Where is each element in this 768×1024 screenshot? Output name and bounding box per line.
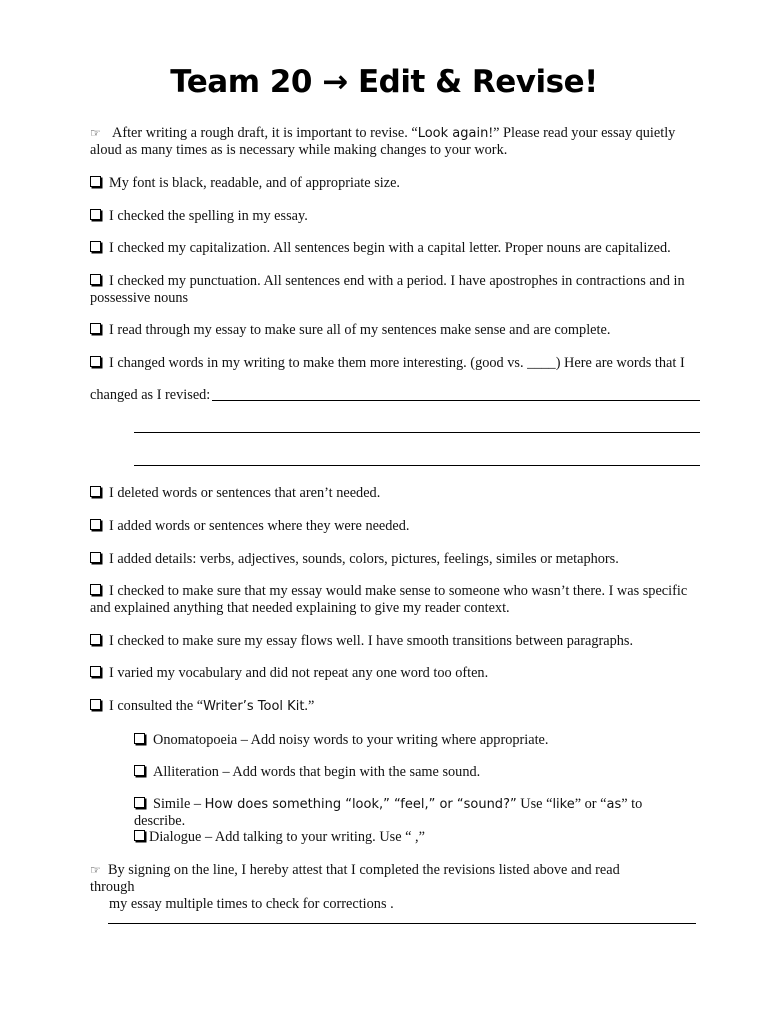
intro-look-again: Look again bbox=[417, 126, 489, 141]
checklist-label: I checked the spelling in my essay. bbox=[109, 208, 308, 224]
simile-as: as bbox=[606, 797, 622, 812]
simile-use: Use “ bbox=[516, 796, 553, 812]
checkbox-icon[interactable] bbox=[90, 552, 101, 563]
checkbox-icon[interactable] bbox=[90, 323, 101, 334]
checklist-item-sense[interactable] bbox=[90, 322, 693, 339]
pointing-hand-icon: ☞ bbox=[90, 863, 101, 877]
checklist-item-font[interactable] bbox=[90, 175, 693, 192]
checkbox-icon[interactable] bbox=[134, 797, 145, 808]
checklist-label: I read through my essay to make sure all of my sentences make sense and are complete. bbox=[109, 322, 611, 338]
simile-like: like bbox=[552, 797, 575, 812]
checklist-item-spelling[interactable] bbox=[90, 208, 693, 225]
intro-text-end: !” Please read your essay quietly aloud as many times as is necessary while making changes to your work. bbox=[90, 125, 676, 158]
checklist-item-details[interactable] bbox=[90, 551, 693, 568]
simile-question: How does something “look,” “feel,” or “sound?” bbox=[204, 797, 517, 812]
checklist-label: I changed words in my writing to make them more interesting. (good vs. ____) Here are words that I bbox=[109, 355, 685, 371]
checkbox-icon[interactable] bbox=[134, 733, 145, 744]
changed-words-label: changed as I revised: bbox=[90, 387, 211, 403]
checkbox-icon[interactable] bbox=[90, 209, 101, 220]
checkbox-icon[interactable] bbox=[90, 486, 101, 497]
checklist-item-changed-words[interactable] bbox=[90, 355, 693, 372]
checklist-item-added[interactable] bbox=[90, 518, 693, 535]
attest-line-2: my essay multiple times to check for corrections . bbox=[109, 896, 394, 912]
toolkit-text-start: I consulted the “ bbox=[109, 698, 204, 714]
toolkit-item-dialogue[interactable] bbox=[134, 829, 693, 846]
checklist-label: I checked to make sure that my essay would make sense to someone who wasn’t there. I was specific and explained anything that needed explaining to give my reader context. bbox=[90, 583, 688, 616]
toolkit-item-alliteration[interactable] bbox=[134, 764, 693, 781]
checkbox-icon[interactable] bbox=[90, 584, 101, 595]
toolkit-text-end: .” bbox=[304, 698, 315, 714]
changed-words-input-1[interactable] bbox=[212, 400, 700, 401]
checklist-item-deleted[interactable] bbox=[90, 485, 693, 502]
intro-text-start: After writing a rough draft, it is important to revise. “ bbox=[112, 125, 418, 141]
checkbox-icon[interactable] bbox=[90, 699, 101, 710]
attest-paragraph bbox=[90, 862, 658, 913]
intro-paragraph bbox=[90, 125, 693, 159]
checkbox-icon[interactable] bbox=[90, 241, 101, 252]
checkbox-icon[interactable] bbox=[90, 666, 101, 677]
checklist-item-toolkit[interactable] bbox=[90, 698, 693, 715]
signature-line[interactable] bbox=[108, 923, 696, 924]
toolkit-name: Writer’s Tool Kit bbox=[203, 699, 305, 714]
checkbox-icon[interactable] bbox=[90, 176, 101, 187]
attest-line-1: By signing on the line, I hereby attest that I completed the revisions listed above and read through bbox=[90, 862, 620, 895]
page-title: Team 20 → Edit & Revise! bbox=[170, 64, 598, 100]
checklist-item-capitalization[interactable] bbox=[90, 240, 693, 257]
checklist-label: My font is black, readable, and of appropriate size. bbox=[109, 175, 400, 191]
checkbox-icon[interactable] bbox=[134, 830, 145, 841]
checkbox-icon[interactable] bbox=[90, 519, 101, 530]
checklist-item-punctuation[interactable] bbox=[90, 273, 693, 307]
changed-words-line bbox=[90, 387, 693, 404]
checklist-label: I added details: verbs, adjectives, sounds, colors, pictures, feelings, similes or metaphors. bbox=[109, 551, 619, 567]
simile-describe: ” to describe. bbox=[134, 796, 643, 829]
checklist-label: Alliteration – Add words that begin with the same sound. bbox=[153, 764, 481, 780]
checklist-label: I checked to make sure my essay flows well. I have smooth transitions between paragraphs. bbox=[109, 633, 634, 649]
checkbox-icon[interactable] bbox=[90, 274, 101, 285]
checkbox-icon[interactable] bbox=[90, 356, 101, 367]
checklist-label: Dialogue – Add talking to your writing. Use “ ,” bbox=[149, 829, 425, 845]
checklist-label: Onomatopoeia – Add noisy words to your writing where appropriate. bbox=[153, 732, 549, 748]
checklist-label: I deleted words or sentences that aren’t needed. bbox=[109, 485, 381, 501]
checklist-item-context[interactable] bbox=[90, 583, 693, 617]
pointing-hand-icon: ☞ bbox=[90, 126, 101, 140]
checklist-label: I checked my punctuation. All sentences end with a period. I have apostrophes in contractions and in possessive nouns bbox=[90, 273, 685, 306]
checkbox-icon[interactable] bbox=[134, 765, 145, 776]
checklist-label: I added words or sentences where they were needed. bbox=[109, 518, 410, 534]
changed-words-input-2[interactable] bbox=[134, 432, 700, 433]
simile-or: ” or “ bbox=[574, 796, 607, 812]
simile-label: Simile – bbox=[153, 796, 205, 812]
checkbox-icon[interactable] bbox=[90, 634, 101, 645]
toolkit-item-simile[interactable] bbox=[134, 796, 693, 830]
checklist-item-flow[interactable] bbox=[90, 633, 693, 650]
changed-words-input-3[interactable] bbox=[134, 465, 700, 466]
toolkit-item-onomatopoeia[interactable] bbox=[134, 732, 693, 749]
checklist-label: I checked my capitalization. All sentences begin with a capital letter. Proper nouns are capitalized. bbox=[109, 240, 671, 256]
checklist-item-vocabulary[interactable] bbox=[90, 665, 693, 682]
checklist-label: I varied my vocabulary and did not repeat any one word too often. bbox=[109, 665, 489, 681]
